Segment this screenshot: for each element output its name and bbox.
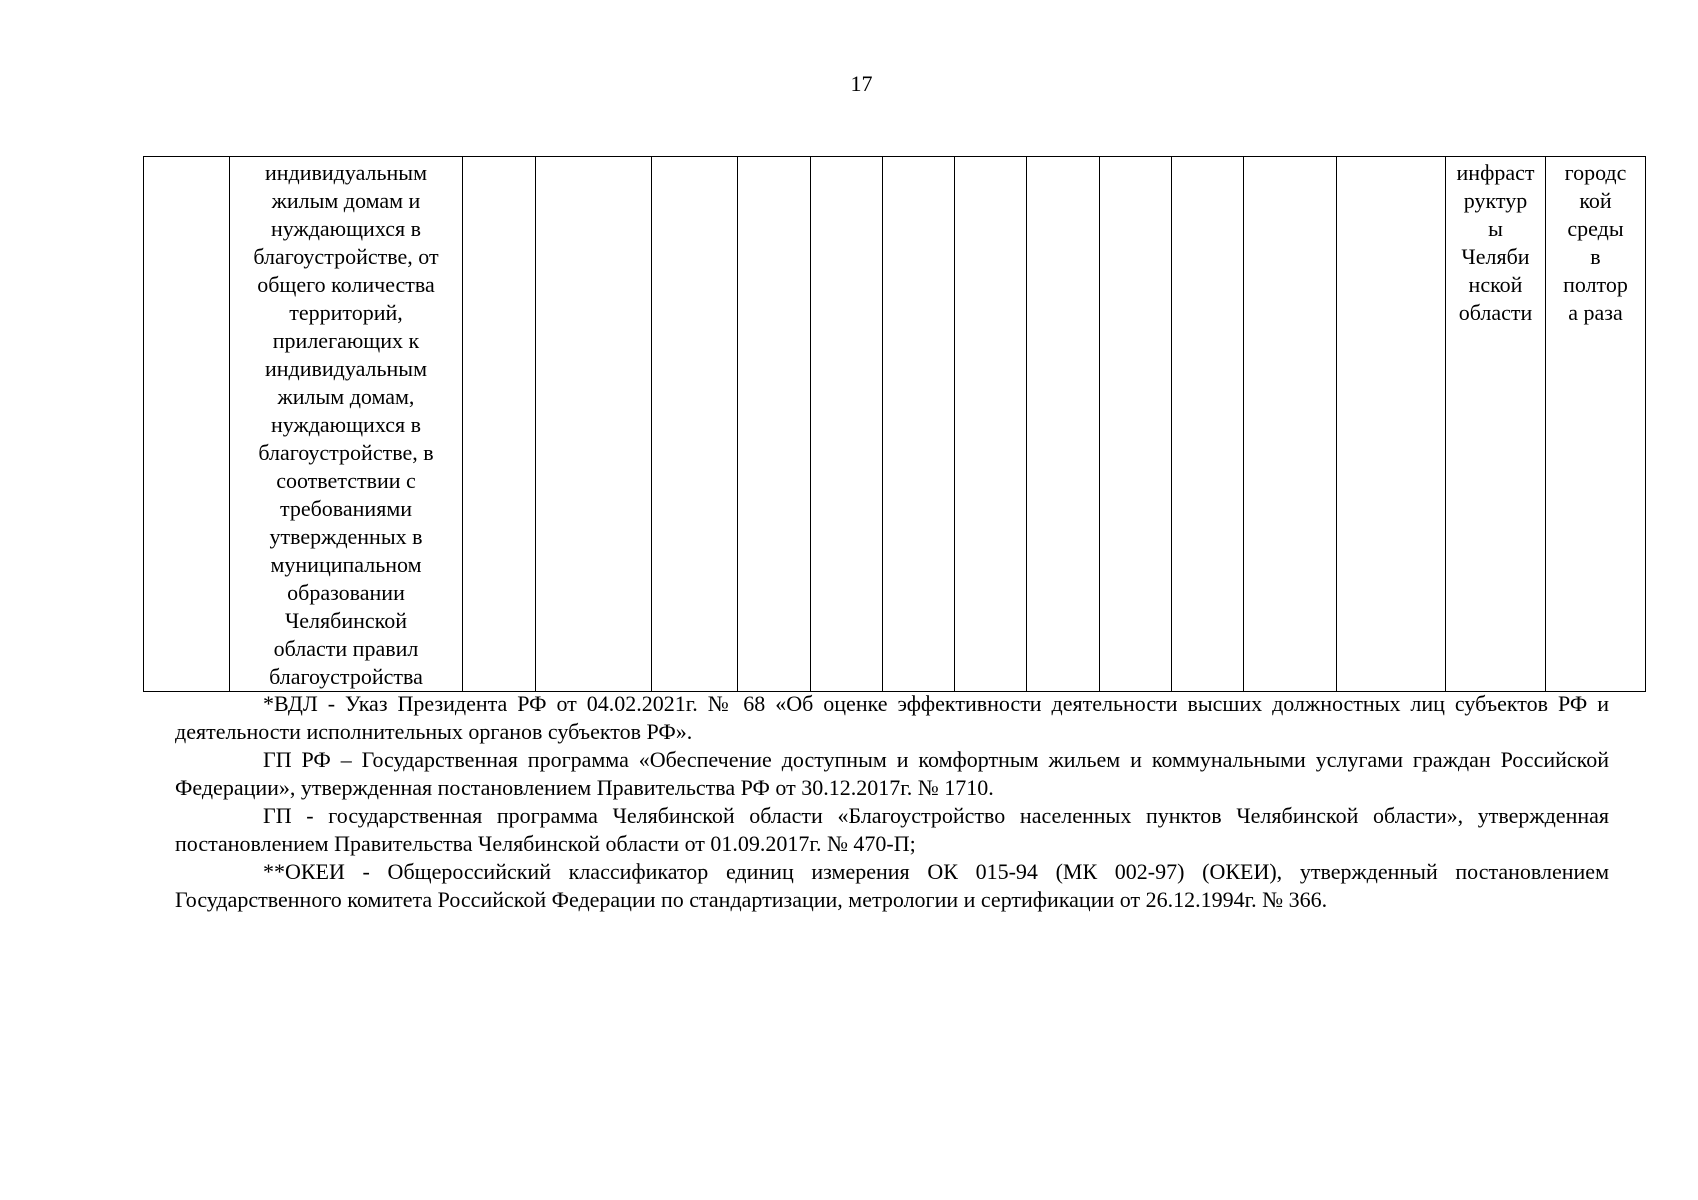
table-cell-empty [955,157,1027,692]
cell-text-line: кой [1579,188,1612,213]
cell-text-line: руктур [1463,188,1528,213]
table-cell-empty [1337,157,1446,692]
table-cell-empty [463,157,536,692]
table-cell-empty [811,157,883,692]
indicator-text [233,159,459,691]
footnote-gp: ГП - государственная программа Челябинской области «Благоустройство населенных пунктов Челябинской области», утвержденная постановлением Правительства Челябинской области от 01.09.2017г. № 470-П; [175,803,1609,856]
cell-text-line: индивидуальным [264,160,428,185]
cell-text-line: жилым домам, [277,384,415,409]
cell-text-line: нуждающихся в [271,412,421,437]
cell-text-line: требованиями [279,496,413,521]
table-cell-empty [536,157,652,692]
footnote-okei: **ОКЕИ - Общероссийский классификатор единиц измерения ОК 015-94 (МК 002-97) (ОКЕИ), утвержденный постановлением Государственного комитета Российской Федерации по стандартизации, метрологии и сертификации от 26.12.1994г. № 366. [175,859,1609,912]
cell-text-line: территорий, [289,300,403,325]
footnote-gp-rf: ГП РФ – Государственная программа «Обеспечение доступным и комфортным жильем и коммунальными услугами граждан Российской Федерации», утвержденная постановлением Правительства РФ от 30.12.2017г. № 1710. [175,747,1609,800]
cell-text-line: нуждающихся в [271,216,421,241]
cell-text-line: благоустройстве, в [258,440,434,465]
footnote-vdl: *ВДЛ - Указ Президента РФ от 04.02.2021г. № 68 «Об оценке эффективности деятельности высших должностных лиц субъектов РФ и деятельности исполнительных органов субъектов РФ». [175,691,1609,744]
cell-text-line: Челябинской [284,608,407,633]
table-cell-empty [1172,157,1244,692]
cell-text-line: жилым домам и [271,188,421,213]
cell-text-line: а раза [1568,300,1623,325]
table-cell-number [144,157,230,692]
cell-text-line: муниципальном [270,552,422,577]
cell-text-line: в [1590,244,1601,269]
cell-text-line: инфраст [1456,160,1535,185]
table-row [144,157,1646,692]
cell-text-line: благоустройства [269,664,423,689]
table-cell-empty [883,157,955,692]
table-cell-empty [1027,157,1100,692]
table-cell-empty [1244,157,1337,692]
cell-text-line: благоустройстве, от [253,244,439,269]
table-cell-infrastructure [1446,157,1546,692]
cell-text-line: ы [1488,216,1503,241]
infrastructure-text [1449,159,1542,327]
table-cell-empty [652,157,738,692]
cell-text-line: области [1458,300,1533,325]
cell-text-line: среды [1567,216,1624,241]
cell-text-line: городс [1564,160,1627,185]
urban-environment-text [1549,159,1642,327]
table-cell-urban-environment [1546,157,1646,692]
cell-text-line: Челяби [1461,244,1530,269]
cell-text-line: нской [1468,272,1523,297]
cell-text-line: общего количества [257,272,435,297]
cell-text-line: утвержденных в [269,524,423,549]
table-cell-indicator [230,157,463,692]
indicators-table [143,156,1646,692]
cell-text-line: соответствии с [276,468,416,493]
cell-text-line: прилегающих к [272,328,420,353]
cell-text-line: полтор [1563,272,1628,297]
cell-text-line: образовании [287,580,405,605]
page-number: 17 [850,71,873,96]
table-cell-empty [1100,157,1172,692]
cell-text-line: области правил [273,636,419,661]
table-cell-empty [738,157,811,692]
footnotes [175,690,1609,914]
cell-text-line: индивидуальным [264,356,428,381]
